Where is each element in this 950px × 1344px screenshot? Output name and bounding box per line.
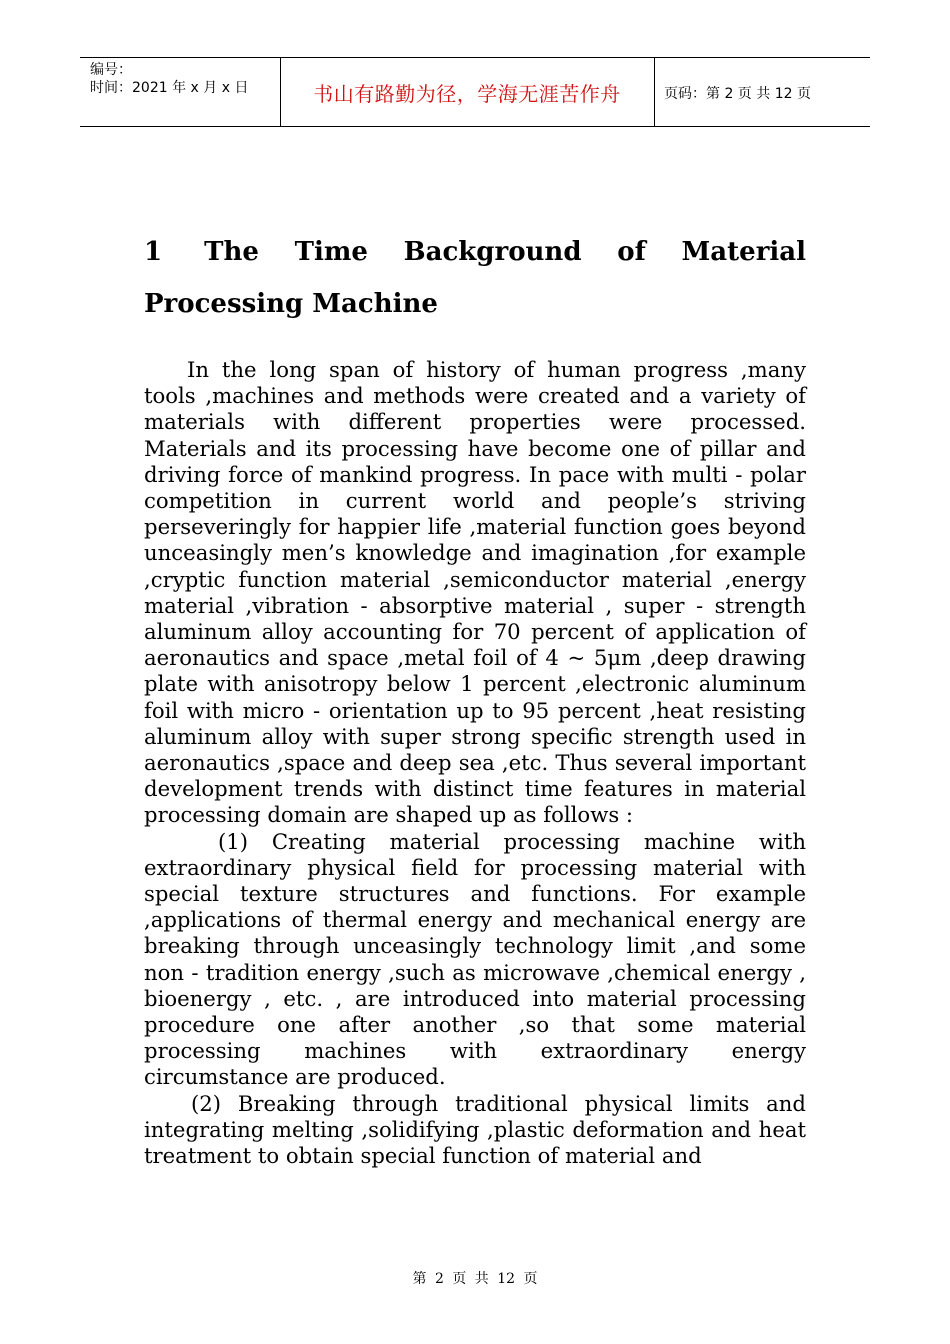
document-number-label: 编号： [90, 62, 132, 78]
body-text [144, 357, 806, 1169]
paragraph: (1) Creating material processing machine with extraordinary physical field for processing material with special texture structures and functions. For example ,applications of thermal energy and mechanical energy are breaking through unceasingly technology limit ,and some non - tradition energy ,such as microwave ,chemical energy , bioenergy , etc. , are introduced into material processing procedure one after another ,so that some material processing machines with extraordinary energy circumstance are produced. [144, 828, 806, 1090]
page-footer: 第 2 页 共 12 页 [412, 1271, 538, 1287]
section-number: 1 [144, 237, 163, 267]
header-motto: 书山有路勤为径，学海无涯苦作舟 [313, 82, 621, 106]
section-heading [144, 226, 806, 330]
header-divider [654, 58, 655, 126]
header-page-info: 页码：第 2 页 共 12 页 [664, 86, 811, 102]
section-title: The Time Background of Material Processing Machine [144, 237, 806, 319]
document-time-label: 时间：2021 年 x 月 x 日 [90, 80, 249, 96]
header-meta [90, 61, 248, 97]
paragraph: (2) Breaking through traditional physical limits and integrating melting ,solidifying ,plastic deformation and heat treatment to obtain special function of material and [144, 1090, 806, 1169]
paragraph: In the long span of history of human progress ,many tools ,machines and methods were created and a variety of materials with different properties were processed. Materials and its processing have become one of pillar and driving force of mankind progress. In pace with multi - polar competition in current world and people’s striving perseveringly for happier life ,material function goes beyond unceasingly men’s knowledge and imagination ,for example ,cryptic function material ,semiconductor material ,energy material ,vibration - absorptive material , super - strength aluminum alloy accounting for 70 percent of application of aeronautics and space ,metal foil of 4 ~ 5μm ,deep drawing plate with anisotropy below 1 percent ,electronic aluminum foil with micro - orientation up to 95 percent ,heat resisting aluminum alloy with super strong specific strength used in aeronautics ,space and deep sea ,etc. Thus several important development trends with distinct time features in material processing domain are shaped up as follows : [144, 357, 806, 828]
page-header [80, 57, 870, 127]
